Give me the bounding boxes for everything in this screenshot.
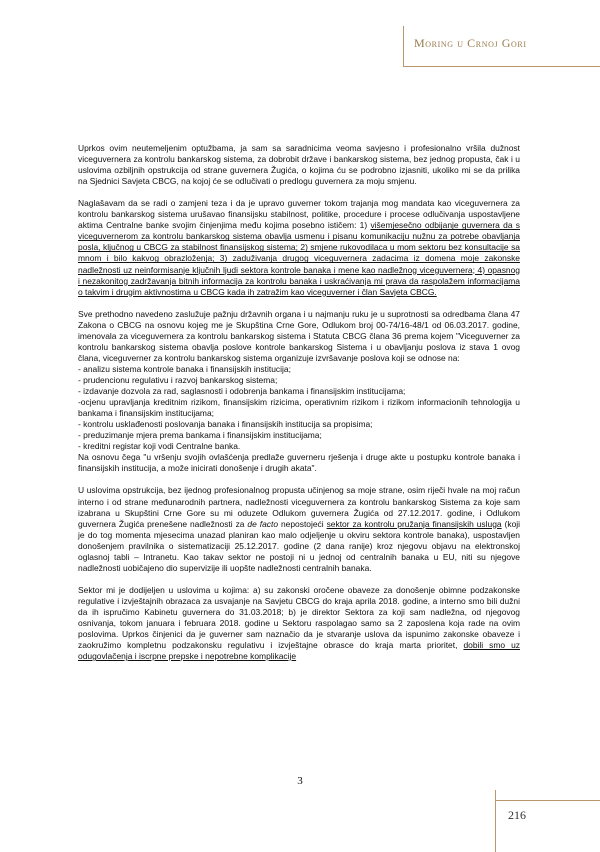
paragraph-4 [78,485,520,573]
paragraph-5-underlined: dobili smo uz odugovlačenja i iscrpne prepske i nepotrebne komplikacije [78,640,520,662]
list-item: - preduzimanje mjera prema bankama i finansijskim institucijama; [78,430,322,441]
list-item: - kontrolu usklađenosti poslovanja banaka i finansijskih institucija sa propisima; [78,419,373,430]
paragraph-5-text: Sektor mi je dodijeljen u uslovima u kojima: a) su zakonski oročene obaveze za donošenje obimne podzakonske regulative i izvještajnih obrazaca za usvajanje na Savjetu CBCG do kraja aprila 2018. godine, a interno smo bili dužni da ih ispručimo Kabinetu guvernera do 31.03.2018; b) je direktor Sektora za koji sam nadležna, od njegovog osnivanja, tokom januara i februara 2018. godine u Sektoru raspolagao samo sa 2 zaposlena koja rade na ovim poslovima. Uprkos činjenici da je guverner sam naznačio da je stvaranje uslova da ispunimo zakonske obaveze i zaokružimo kompletnu podzakonsku regulativu i izvještajne obrasce do kraja marta prioritet, [78,584,520,651]
header-vertical-rule [403,26,404,66]
document-body [78,143,520,673]
paragraph-2 [78,198,520,297]
paragraph-4-text: (koji je do tog momenta mjesecima unazad planiran kao malo odjeljenje u okviru sektora kontrole banaka), uspostavljen donošenjem pravilnika o sistematizaciji 25.12.2017. godine (2 dana ranije) kroz njegovu objavu na elektronskoj oglasnoj tabli – Intranetu. Kao takav sektor ne postoji ni u jednoj od centralnih banaka u EU, niti su njegove nadležnosti uobičajeno dio supervizije ili uopšte nadležnosti centralnih banaka. [78,518,521,573]
paragraph-2-underlined: višemjesečno odbijanje guvernera da s viceguvernerom za kontrolu bankarskog sistema obavlja usmenu i pisanu komunikaciju nužnu za potrebe obavljanja posla, ključnog u CBCG za stabilnost finansijskog sistema; 2) smjene rukovodilaca u mom sektoru bez konsultacije sa mnom i bilo kakvog obrazloženja; 3) zaduživanja drugog viceguvernera zadacima iz domena moje zakonske nadležnosti uz neinformisanje ključnih ljudi sektora kontrole banaka i mene kao nadležnog viceguvernera; 4) opasnog i nezakonitog zadržavanja bitnih informacija za kontrolu banaka i uskraćivanja mi prava da raspolažem informacijama o takvim i drugim aktivnostima u CBCG kada ih zatražim kao viceguverner i član Savjeta CBCG. [78,220,521,297]
footer-page-number: 216 [508,808,526,822]
paragraph-4-text: U uslovima opstrukcija, bez ijednog profesionalnog propusta učinjenog sa moje strane, osim riječi hvale na moj račun interno i od strane međunarodnih partnera, nadležnosti viceguvernera za kontrolu bankarskog Sistema za koje sam izabrana u Skupštini Crne Gore su mi oduzete Odlukom guvernera Žugića od 27.12.2017. godine, i Odlukom guvernera Žugića prenešene nadležnosti za [78,485,520,529]
paragraph-3-outro: Na osnovu čega "u vršenju svojih ovlašćenja predlaže guverneru rješenja i druge akte u postupku kontrole banaka i finansijskih institucija, a može inicirati donošenje i drugih akata". [78,452,520,474]
paragraph-4-italic: de facto [247,518,279,529]
list-item: - prudencionu regulativu i razvoj bankarskog sistema; [78,374,278,385]
list-item: -ocjenu upravljanja kreditnim rizikom, finansijskim rizicima, operativnim rizikom i rizikom informacionih tehnologija u bankama i finansijskim institucijama; [78,397,520,419]
paragraph-5 [78,585,520,662]
paragraph-1: Uprkos ovim neutemeljenim optužbama, ja sam sa saradnicima veoma savjesno i profesionalno vršila dužnost viceguvernera za kontrolu bankarskog sistema, za dobrobit države i bankarskog sistema, bez jednog propusta, čak i u uslovima ozbiljnih opstrukcija od strane guvernera Žugića, o kojima ću se podrobno izjasniti, ukoliko mi se da prilika na Sjednici Savjeta CBCG, na kojoj će se odlučivati o predlogu guvernera za moju smjenu. [78,143,520,187]
paragraph-3 [78,309,520,475]
paragraph-3-intro: Sve prethodno navedeno zaslužuje pažnju državnih organa i u najmanju ruku je u suprotnosti sa odredbama člana 47 Zakona o CBCG na osnovu kojeg me je Skupština Crne Gore, Odlukom broj 00-74/16-48/1 od 06.03.2017. godine, imenovala za viceguvernera za kontrolu bankarskog sistema i Statuta CBCG člana 36 prema kojem "Viceguverner za kontrolu bankarskog sistema obavlja poslove kontrole bankarskog Sistema i u obavljanju poslova iz stava 1 ovog člana, viceguverner za kontrolu bankarskog sistema organizuje izvršavanje poslova koji se odnose na: [78,308,520,363]
list-item: - kreditni registar koji vodi Centralne banka. [78,441,241,452]
page-number: 3 [297,775,303,787]
paragraph-4-underlined: sektor za kontrolu pružanja finansijskih usluga [326,518,502,529]
paragraph-2-text: Naglašavam da se radi o zamjeni teza i da je upravo guverner tokom trajanja mog mandata kao viceguvernera za kontrolu bankarskog sistema urušavao finansijsku stabilnost, politike, procedure i procese odlučivanja uspostavljene aktima Centralne banke svojim činjenjima među kojima posebno ističem: 1) [78,198,520,231]
footer-horizontal-rule [495,800,600,801]
header-title: Moring u Crnoj Gori [414,36,527,50]
header-horizontal-rule [403,66,600,67]
list-item: - izdavanje dozvola za rad, saglasnosti i odobrenja bankama i finansijskim institucijama; [78,386,406,397]
list-item: - analizu sistema kontrole banaka i finansijskih institucija; [78,363,291,374]
paragraph-4-text: nepostojeći [278,518,327,529]
